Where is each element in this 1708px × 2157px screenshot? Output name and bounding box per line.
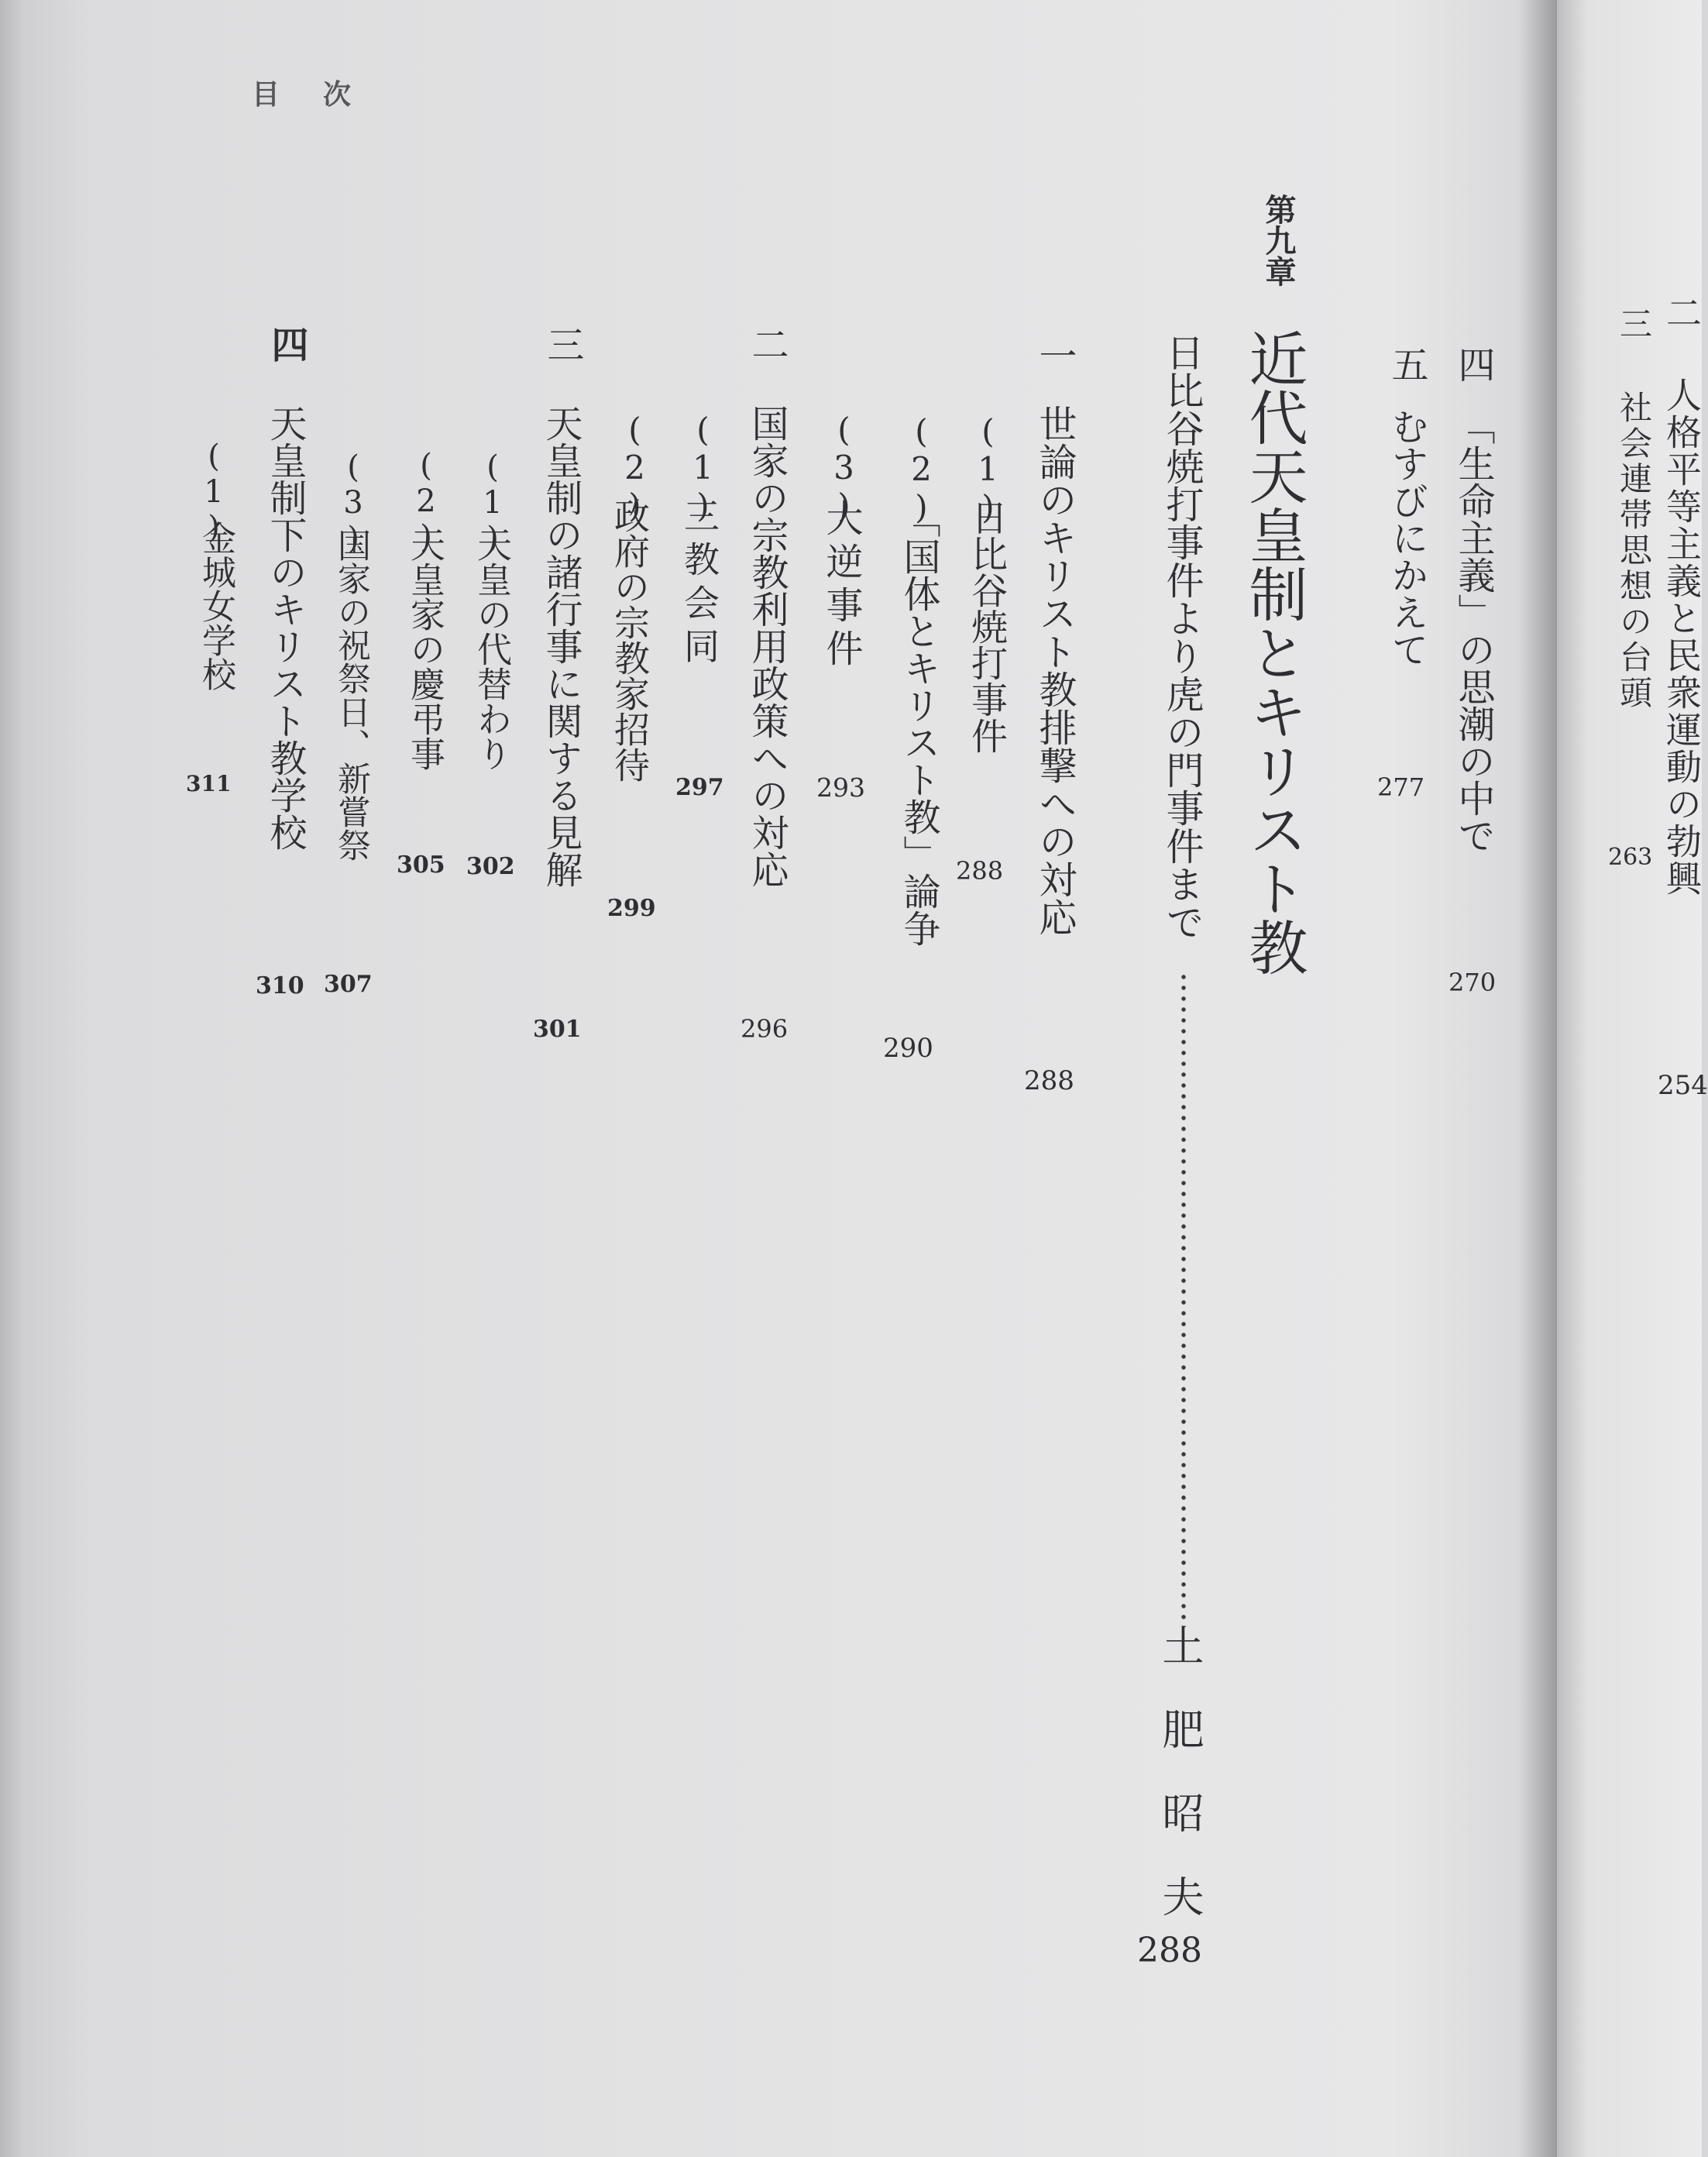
section-page-4: 310	[256, 972, 304, 999]
subsection-title-3-1: 天皇の代替わり	[471, 527, 512, 771]
subsection-title-3-2: 天皇家の慶弔事	[404, 527, 445, 771]
toc-page-263: 263	[1608, 844, 1653, 871]
toc-entry-5: むすびにかえて	[1385, 408, 1428, 668]
chapter-title: 近代天皇制とキリスト教	[1239, 329, 1308, 976]
section-title-3: 天皇制の諸行事に関する見解	[539, 404, 583, 888]
toc-marker-5: 五	[1385, 346, 1428, 383]
subsection-page-2-2: 299	[607, 895, 656, 922]
toc-page-277: 277	[1377, 772, 1425, 802]
subsection-marker-1-1: (1)	[969, 412, 1007, 526]
section-title-2: 国家の宗教利用政策への対応	[745, 404, 789, 888]
subsection-page-1-2: 290	[883, 1033, 933, 1064]
subsection-title-2-1: 三教会同	[679, 497, 720, 671]
subsection-title-4-1: 金城女学校	[196, 521, 235, 691]
chapter-author: 土 肥 昭 夫	[1156, 1624, 1205, 1917]
section-page-3: 301	[533, 1016, 582, 1043]
chapter-subtitle: 日比谷焼打事件より虎の門事件まで	[1160, 333, 1205, 941]
subsection-marker-3-3: (3)	[335, 449, 371, 556]
subsection-page-3-1: 302	[466, 853, 515, 880]
subsection-page-3-2: 305	[397, 851, 445, 879]
subsection-marker-1-2: (2)	[902, 412, 940, 526]
subsection-page-1-1: 288	[956, 856, 1004, 886]
subsection-page-4-1: 311	[186, 771, 232, 796]
toc-entry-4: 「生命主義」の思潮の中で	[1452, 408, 1495, 854]
subsection-marker-1-3: (3)	[825, 411, 863, 525]
section-marker-3: 三	[541, 325, 584, 363]
subsection-marker-4-1: (1)	[196, 439, 232, 545]
subsection-title-1-2: 「国体とキリスト教」論争	[897, 501, 940, 947]
subsection-page-1-3: 293	[816, 772, 865, 803]
subsection-marker-3-2: (2)	[408, 448, 444, 555]
toc-marker-4: 四	[1452, 346, 1495, 383]
subsection-page-3-3: 307	[324, 971, 373, 998]
subsection-title-1-3: 大逆事件	[820, 499, 863, 673]
toc-entry-2: 人格平等主義と民衆運動の勃興	[1661, 377, 1703, 897]
subsection-marker-2-1: (1)	[684, 411, 722, 525]
toc-page-270: 270	[1449, 968, 1497, 997]
section-title-1: 世論のキリスト教排撃への対応	[1033, 404, 1077, 936]
subsection-marker-3-1: (1)	[475, 449, 510, 556]
leader-dots	[1181, 972, 1186, 1621]
section-page-2: 296	[741, 1014, 789, 1044]
subsection-title-2-2: 政府の宗教家招待	[609, 497, 651, 783]
toc-entry-3: 社会連帯思想の台頭	[1615, 390, 1653, 711]
subsection-title-3-3: 国家の祝祭日、新嘗祭	[332, 528, 371, 862]
subsection-title-1-1: 日比谷焼打事件	[965, 499, 1008, 754]
toc-page-254: 254	[1658, 1070, 1708, 1101]
running-header: 目 次	[252, 78, 359, 111]
section-page-1: 288	[1024, 1065, 1074, 1096]
toc-marker-2: 二	[1661, 294, 1703, 330]
subsection-page-2-1: 297	[675, 774, 724, 801]
section-marker-2: 二	[745, 325, 789, 363]
chapter-page: 288	[1137, 1931, 1202, 1970]
subsection-marker-2-2: (2)	[616, 411, 654, 525]
toc-marker-3: 三	[1615, 307, 1653, 339]
section-marker-4: 四	[265, 325, 308, 363]
section-title-4: 天皇制下のキリスト教学校	[263, 404, 307, 851]
chapter-label: 第九章	[1260, 194, 1297, 287]
section-marker-1: 一	[1033, 336, 1077, 374]
